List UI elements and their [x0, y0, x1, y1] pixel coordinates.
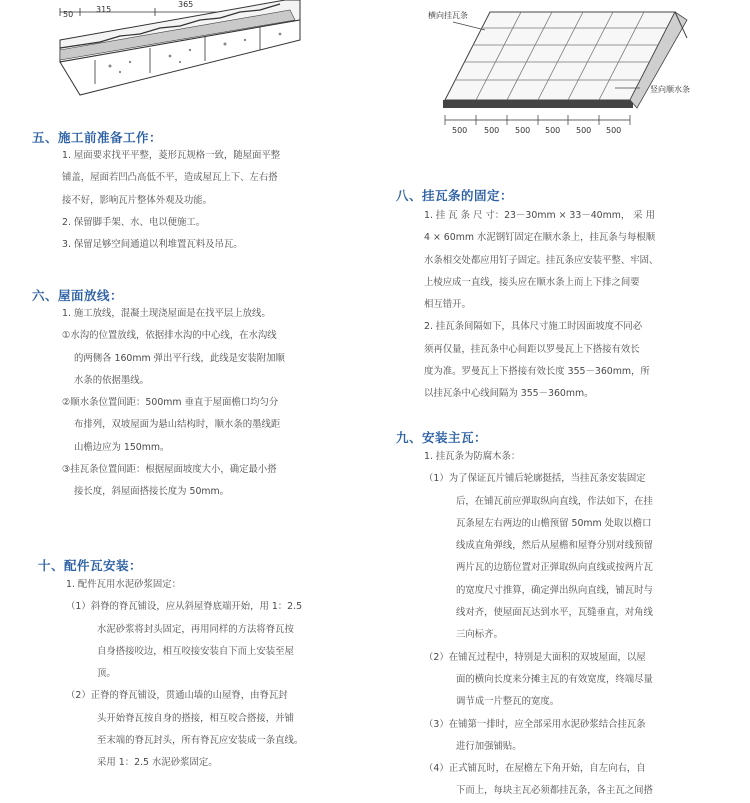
body-line: ①水沟的位置放线，依据排水沟的中心线，在水沟线	[62, 330, 277, 342]
body-line: （3）在铺第一排时，应全部采用水泥砂浆结合挂瓦条	[424, 718, 646, 730]
body-line: 度为准。罗曼瓦上下搭接有效长度 355－360mm，所	[424, 366, 650, 378]
body-line: 以挂瓦条中心线间隔为 355－360mm。	[424, 388, 594, 400]
section-6-title: 六、屋面放线：	[32, 288, 124, 303]
body-line: 自身搭接咬边，相互咬接安装自下而上安装至屋	[97, 645, 294, 657]
body-line: 4 × 60mm 水泥钢钉固定在顺水条上，挂瓦条与每根顺	[424, 232, 656, 244]
body-line: （1）为了保证瓦片铺后轮廓挺括，当挂瓦条安装固定	[424, 473, 646, 485]
body-line: 进行加强铺贴。	[456, 740, 522, 752]
body-line: ③挂瓦条位置间距：根据屋面坡度大小，确定最小搭	[62, 464, 277, 476]
body-line: （2）正脊的脊瓦铺设，贯通山墙的山屋脊，由脊瓦封	[66, 690, 288, 702]
grid-dim-3: 500	[515, 126, 531, 135]
body-line: 上棱应成一直线，接头应在顺水条上而上下排之间要	[424, 276, 640, 288]
body-line: 的宽度尺寸推算，确定弹出纵向直线，铺瓦时与	[456, 584, 653, 596]
body-line: 下而上，每块主瓦必须都挂瓦条，各主瓦之间搭	[456, 785, 653, 797]
body-line: （1）斜脊的脊瓦铺设，应从斜屋脊底端开始，用 1：2.5	[66, 601, 303, 613]
grid-dim-2: 500	[484, 126, 500, 135]
body-line: 水泥砂浆将封头固定，再用同样的方法将脊瓦按	[97, 623, 294, 635]
body-line: 铺盖，屋面若凹凸高低不平，造成屋瓦上下、左右搭	[62, 172, 278, 184]
body-line: 2. 保留脚手架、水、电以便施工。	[62, 216, 206, 228]
body-line: （4）正式铺瓦时，在屋檐左下角开始，自左向右，自	[424, 763, 646, 775]
body-line: 至末端的脊瓦封头，所有脊瓦应安装成一条直线。	[97, 735, 304, 747]
body-line: 两片瓦的边筋位置对正弹取纵向直线或按两片瓦	[456, 562, 653, 574]
dim-label-365: 365	[178, 0, 194, 9]
section-9-body	[424, 446, 653, 803]
body-line: 水条的依据墨线。	[74, 374, 150, 386]
grid-dim-4: 500	[545, 126, 561, 135]
body-line: 1. 挂瓦条为防腐木条：	[424, 451, 521, 462]
dim-label-50: 50	[63, 10, 74, 19]
body-line: 2. 挂瓦条间隔如下，具体尺寸施工时因面坡度不同必	[424, 321, 643, 333]
body-line: 面的横向长度来分摊主瓦的有效宽度，终端尽量	[456, 673, 653, 685]
body-line: 后，在铺瓦前应弹取纵向直线，作法如下，在挂	[456, 495, 653, 507]
section-5-title: 五、施工前准备工作：	[32, 130, 163, 145]
body-line: 相互错开。	[424, 299, 471, 311]
body-line: 顶。	[97, 668, 116, 680]
body-line: 线成直角弹线，然后从屋檐和屋脊分别对线预留	[456, 540, 653, 552]
body-line: 须再仅量，挂瓦条中心间距以罗曼瓦上下搭接有效长	[424, 343, 640, 355]
grid-dim-1: 500	[452, 126, 468, 135]
roof-section-figure	[40, 0, 340, 110]
grid-dim-6: 500	[606, 126, 622, 135]
section-10-title: 十、配件瓦安装：	[38, 558, 143, 573]
section-9-title: 九、安装主瓦：	[396, 430, 488, 445]
grid-dim-5: 500	[576, 126, 592, 135]
body-line: 头开始脊瓦按自身的搭接，相互咬合搭接，并铺	[97, 712, 294, 724]
section-8-title: 八、挂瓦条的固定：	[396, 188, 514, 203]
body-line: 1. 配件瓦用水泥砂浆固定：	[66, 579, 182, 590]
body-line: 的两侧各 160mm 弹出平行线，此线是安装附加顺	[74, 352, 285, 364]
section-8-body	[424, 205, 658, 406]
dim-label-315: 315	[96, 5, 112, 14]
body-line: 接长度，斜屋面搭接长度为 50mm。	[74, 486, 230, 498]
body-line: 线对齐，使屋面瓦达到水平，瓦缝垂直，对角线	[456, 607, 653, 619]
label-horizontal-batten: 横向挂瓦条	[428, 11, 468, 20]
batten-grid-figure	[425, 0, 725, 140]
label-vertical-batten: 竖向顺水条	[650, 85, 690, 94]
body-line: （2）在铺瓦过程中，特别是大面积的双坡屋面，以屋	[424, 651, 646, 663]
section-6-body	[62, 303, 285, 504]
body-line: 采用 1：2.5 水泥砂浆固定。	[97, 757, 218, 769]
body-line: 调节成一片整瓦的宽度。	[456, 696, 560, 708]
body-line: 接不好，影响瓦片整体外观及功能。	[62, 194, 213, 206]
body-line: 水条相交处都应用钉子固定。挂瓦条应安装平整、牢固、	[424, 254, 659, 266]
body-line: 1. 挂 瓦 条 尺 寸：23－30mm × 33－40mm， 采 用	[424, 210, 655, 221]
section-5-body	[62, 145, 280, 256]
body-line: 1. 施工放线，混凝土现浇屋面是在找平层上放线。	[62, 308, 271, 319]
body-line: 1. 屋面要求找平平整，菱形瓦规格一致，随屋面平整	[62, 150, 281, 161]
body-line: 3. 保留足够空间通道以利堆置瓦料及吊瓦。	[62, 239, 243, 251]
body-line: ②顺水条位置间距：500mm 垂直于屋面檐口均匀分	[62, 397, 279, 409]
body-line: 山檐边应为 150mm。	[74, 441, 170, 453]
section-10-body	[66, 574, 303, 775]
body-line: 瓦条屋左右两边的山檐预留 50mm 处取以檐口	[456, 517, 652, 529]
body-line: 布排列，双坡屋面为悬山结构时，顺水条的墨线距	[74, 419, 281, 431]
body-line: 三向标齐。	[456, 629, 503, 641]
